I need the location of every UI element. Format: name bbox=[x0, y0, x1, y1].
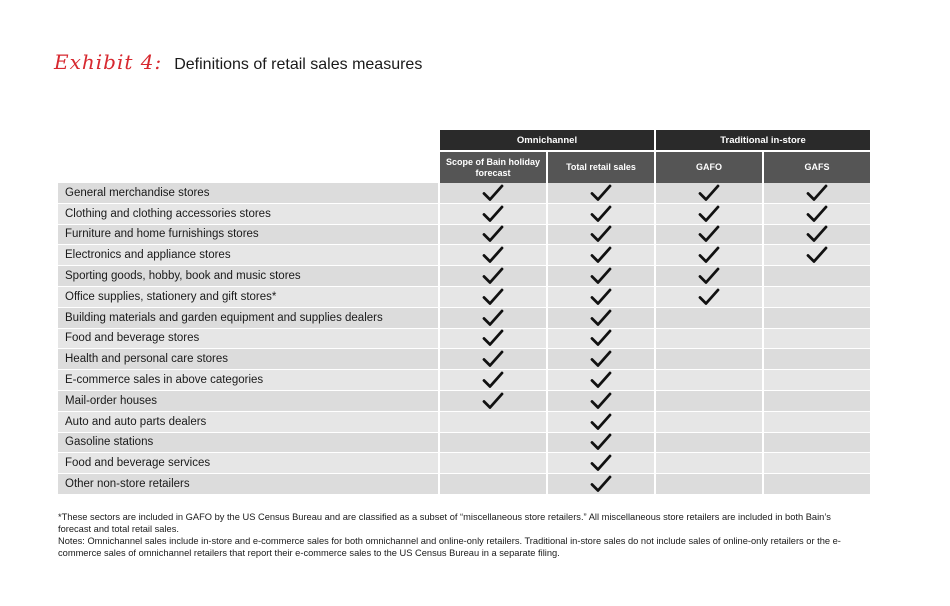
table-cell bbox=[656, 474, 762, 495]
retail-measures-table bbox=[58, 130, 870, 495]
table-corner-sub bbox=[58, 152, 438, 183]
checkmark-icon bbox=[482, 392, 504, 410]
table-cell bbox=[656, 453, 762, 474]
footnotes bbox=[58, 511, 858, 559]
table-cell bbox=[548, 391, 654, 412]
checkmark-icon bbox=[482, 371, 504, 389]
table-cell bbox=[656, 183, 762, 204]
checkmark-icon bbox=[806, 246, 828, 264]
table-cell bbox=[656, 433, 762, 454]
table-cell bbox=[440, 266, 546, 287]
checkmark-icon bbox=[698, 184, 720, 202]
row-label: Food and beverage services bbox=[58, 453, 438, 474]
table-cell bbox=[548, 245, 654, 266]
checkmark-icon bbox=[482, 225, 504, 243]
table-cell bbox=[656, 308, 762, 329]
table-cell bbox=[764, 433, 870, 454]
table-cell bbox=[440, 453, 546, 474]
table-cell bbox=[656, 349, 762, 370]
table-cell bbox=[440, 329, 546, 350]
column-header: GAFO bbox=[656, 152, 762, 183]
table-cell bbox=[548, 225, 654, 246]
checkmark-icon bbox=[590, 267, 612, 285]
checkmark-icon bbox=[590, 392, 612, 410]
table-cell bbox=[440, 391, 546, 412]
row-label: Electronics and appliance stores bbox=[58, 245, 438, 266]
table-cell bbox=[656, 329, 762, 350]
table-cell bbox=[440, 225, 546, 246]
row-label: Other non-store retailers bbox=[58, 474, 438, 495]
row-label: Sporting goods, hobby, book and music stores bbox=[58, 266, 438, 287]
table-cell bbox=[548, 433, 654, 454]
checkmark-icon bbox=[482, 309, 504, 327]
table-cell bbox=[656, 245, 762, 266]
table-cell bbox=[764, 391, 870, 412]
exhibit-title bbox=[54, 50, 422, 74]
checkmark-icon bbox=[590, 350, 612, 368]
footnote-notes: Notes: Omnichannel sales include in-store and e-commerce sales for both omnichannel and online-only retailers. Traditional in-store sales do not include sales of online-only retailers or the e-commerce sales of omnichannel retailers that report their e-commerce sales to the US Census Bureau in a separate filing. bbox=[58, 536, 841, 558]
checkmark-icon bbox=[806, 205, 828, 223]
row-label: Gasoline stations bbox=[58, 433, 438, 454]
table-cell bbox=[764, 204, 870, 225]
table-cell bbox=[440, 370, 546, 391]
group-header: Traditional in-store bbox=[656, 130, 870, 152]
checkmark-icon bbox=[590, 225, 612, 243]
checkmark-icon bbox=[698, 288, 720, 306]
group-header: Omnichannel bbox=[440, 130, 654, 152]
table-cell bbox=[764, 349, 870, 370]
checkmark-icon bbox=[590, 309, 612, 327]
table-cell bbox=[764, 412, 870, 433]
exhibit-number: Exhibit 4: bbox=[54, 50, 163, 74]
table-cell bbox=[764, 329, 870, 350]
checkmark-icon bbox=[590, 475, 612, 493]
table-cell bbox=[548, 349, 654, 370]
checkmark-icon bbox=[482, 205, 504, 223]
checkmark-icon bbox=[590, 205, 612, 223]
checkmark-icon bbox=[590, 371, 612, 389]
table-cell bbox=[764, 453, 870, 474]
row-label: Clothing and clothing accessories stores bbox=[58, 204, 438, 225]
page-title: Definitions of retail sales measures bbox=[174, 56, 423, 73]
table-cell bbox=[440, 349, 546, 370]
checkmark-icon bbox=[482, 329, 504, 347]
table-cell bbox=[440, 204, 546, 225]
checkmark-icon bbox=[590, 433, 612, 451]
table-cell bbox=[764, 245, 870, 266]
row-label: Building materials and garden equipment and supplies dealers bbox=[58, 308, 438, 329]
row-label: Mail-order houses bbox=[58, 391, 438, 412]
table-cell bbox=[548, 183, 654, 204]
column-header: Scope of Bain holiday forecast bbox=[440, 152, 546, 183]
checkmark-icon bbox=[482, 350, 504, 368]
checkmark-icon bbox=[698, 225, 720, 243]
table-cell bbox=[548, 370, 654, 391]
table-cell bbox=[440, 183, 546, 204]
row-label: General merchandise stores bbox=[58, 183, 438, 204]
table-cell bbox=[764, 308, 870, 329]
table-cell bbox=[656, 225, 762, 246]
table-corner bbox=[58, 130, 438, 152]
table-cell bbox=[764, 287, 870, 308]
table-cell bbox=[548, 287, 654, 308]
table-cell bbox=[440, 287, 546, 308]
table-cell bbox=[440, 245, 546, 266]
footnote-asterisk: *These sectors are included in GAFO by the US Census Bureau and are classified as a subset of “miscellaneous store retailers.” All miscellaneous store retailers are included in both Bain’s forecast and total retail sales. bbox=[58, 512, 831, 534]
checkmark-icon bbox=[698, 205, 720, 223]
table-cell bbox=[440, 412, 546, 433]
table-cell bbox=[440, 433, 546, 454]
row-label: E-commerce sales in above categories bbox=[58, 370, 438, 391]
row-label: Food and beverage stores bbox=[58, 329, 438, 350]
checkmark-icon bbox=[590, 246, 612, 264]
table-cell bbox=[764, 183, 870, 204]
checkmark-icon bbox=[482, 246, 504, 264]
table-cell bbox=[548, 204, 654, 225]
checkmark-icon bbox=[806, 225, 828, 243]
table-cell bbox=[656, 412, 762, 433]
table-cell bbox=[656, 266, 762, 287]
checkmark-icon bbox=[806, 184, 828, 202]
column-header: Total retail sales bbox=[548, 152, 654, 183]
row-label: Health and personal care stores bbox=[58, 349, 438, 370]
table-cell bbox=[764, 474, 870, 495]
table-cell bbox=[764, 266, 870, 287]
table-cell bbox=[440, 308, 546, 329]
checkmark-icon bbox=[590, 454, 612, 472]
row-label: Furniture and home furnishings stores bbox=[58, 225, 438, 246]
table-cell bbox=[764, 370, 870, 391]
table-cell bbox=[548, 453, 654, 474]
table-cell bbox=[548, 329, 654, 350]
column-header: GAFS bbox=[764, 152, 870, 183]
row-label: Office supplies, stationery and gift stores* bbox=[58, 287, 438, 308]
checkmark-icon bbox=[590, 184, 612, 202]
table-cell bbox=[764, 225, 870, 246]
checkmark-icon bbox=[482, 288, 504, 306]
checkmark-icon bbox=[482, 184, 504, 202]
table-cell bbox=[548, 412, 654, 433]
row-label: Auto and auto parts dealers bbox=[58, 412, 438, 433]
table-cell bbox=[548, 266, 654, 287]
checkmark-icon bbox=[590, 329, 612, 347]
table-cell bbox=[548, 474, 654, 495]
checkmark-icon bbox=[482, 267, 504, 285]
checkmark-icon bbox=[698, 246, 720, 264]
table-cell bbox=[548, 308, 654, 329]
table-cell bbox=[656, 391, 762, 412]
table-cell bbox=[656, 287, 762, 308]
checkmark-icon bbox=[590, 288, 612, 306]
table-cell bbox=[656, 204, 762, 225]
checkmark-icon bbox=[698, 267, 720, 285]
checkmark-icon bbox=[590, 413, 612, 431]
table-cell bbox=[440, 474, 546, 495]
table-cell bbox=[656, 370, 762, 391]
